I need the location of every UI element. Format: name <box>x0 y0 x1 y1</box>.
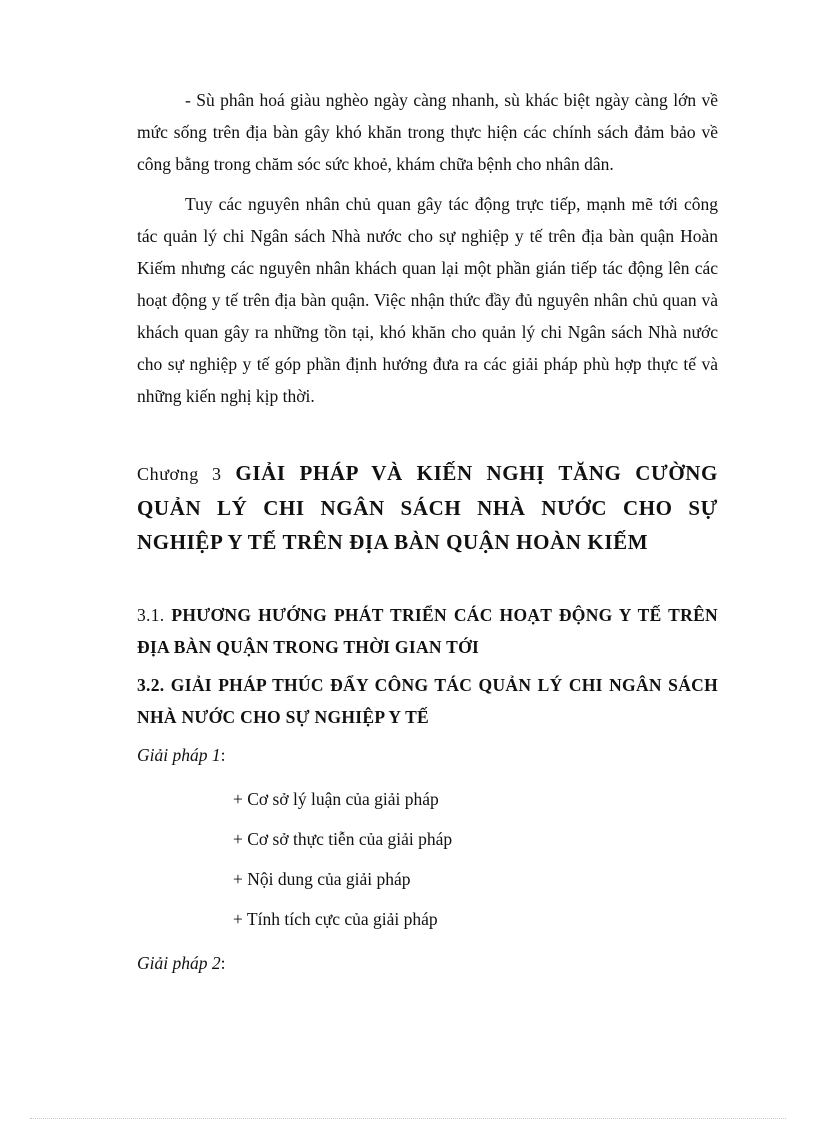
document-page <box>137 84 718 979</box>
solution-1-text: Giải pháp 1 <box>137 745 221 765</box>
section-3-2-number: 3.2. <box>137 675 165 695</box>
section-3-1-number: 3.1. <box>137 605 165 625</box>
paragraph-inequality: - Sù phân hoá giàu nghèo ngày càng nhanh, sù khác biệt ngày càng lớn về mức sống trên địa bàn gây khó khăn trong thực hiện các chính sách đảm bảo về công bằng trong chăm sóc sức khoẻ, khám chữa bệnh cho nhân dân. <box>137 90 718 174</box>
solution-2-text: Giải pháp 2 <box>137 953 221 973</box>
section-3-2-heading <box>137 669 718 733</box>
solution-1-label <box>137 739 718 771</box>
bullet-positive-aspects: + Tính tích cực của giải pháp <box>233 909 438 929</box>
section-3-2-title: GIẢI PHÁP THÚC ĐẨY CÔNG TÁC QUẢN LÝ CHI NGÂN SÁCH NHÀ NƯỚC CHO SỰ NGHIỆP Y TẾ <box>137 675 718 727</box>
section-3-1-heading <box>137 599 718 663</box>
solution-2-label <box>137 947 718 979</box>
bullet-practical-basis: + Cơ sở thực tiễn của giải pháp <box>233 829 453 849</box>
chapter-heading <box>137 456 718 559</box>
paragraph-causes: Tuy các nguyên nhân chủ quan gây tác động trực tiếp, mạnh mẽ tới công tác quản lý chi Ngân sách Nhà nước cho sự nghiệp y tế trên địa bàn quận Hoàn Kiếm nhưng các nguyên nhân khách quan lại một phần gián tiếp tác động lên các hoạt động y tế trên địa bàn quận. Việc nhận thức đầy đủ nguyên nhân chủ quan và khách quan gây ra những tồn tại, khó khăn cho quản lý chi Ngân sách Nhà nước cho sự nghiệp y tế góp phần định hướng đưa ra các giải pháp phù hợp thực tế và những kiến nghị kịp thời. <box>137 194 718 406</box>
chapter-title: GIẢI PHÁP VÀ KIẾN NGHỊ TĂNG CƯỜNG QUẢN LÝ CHI NGÂN SÁCH NHÀ NƯỚC CHO SỰ NGHIỆP Y TẾ TRÊN ĐỊA BÀN QUẬN HOÀN KIẾM <box>137 461 718 554</box>
solution-1-colon: : <box>220 745 226 765</box>
bullet-content: + Nội dung của giải pháp <box>233 869 411 889</box>
solution-2-colon: : <box>220 953 226 973</box>
bullet-theoretical-basis: + Cơ sở lý luận của giải pháp <box>233 789 439 809</box>
page-bottom-divider <box>30 1118 786 1119</box>
chapter-number: Chương 3 <box>137 464 222 484</box>
section-3-1-title: PHƯƠNG HƯỚNG PHÁT TRIỂN CÁC HOẠT ĐỘNG Y TẾ TRÊN ĐỊA BÀN QUẬN TRONG THỜI GIAN TỚI <box>137 605 718 657</box>
solution-1-bullet-list <box>137 779 718 939</box>
